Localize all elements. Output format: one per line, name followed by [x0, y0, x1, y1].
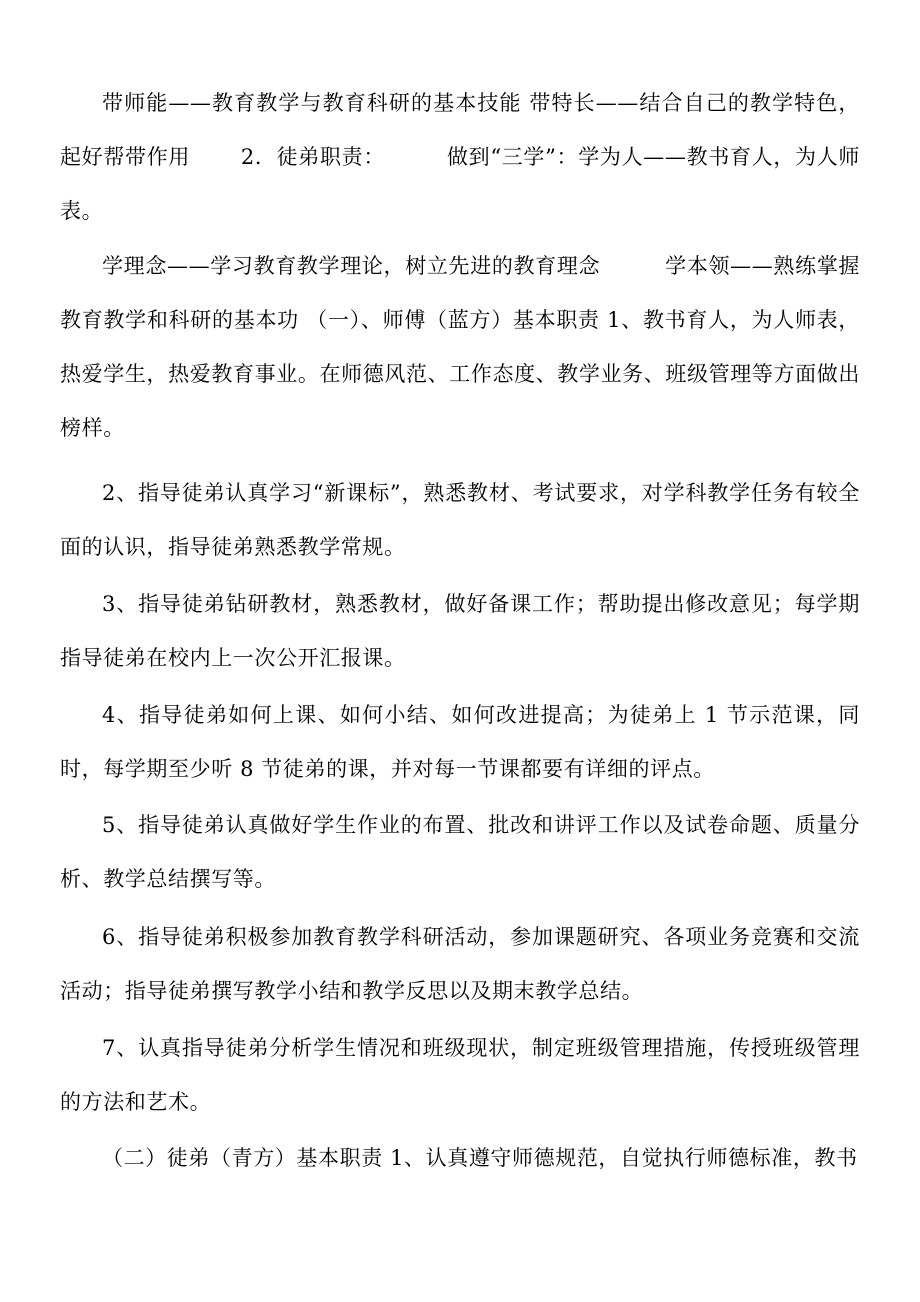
- paragraph-item-2: 2、指导徒弟认真学习“新课标”，熟悉教材、考试要求，对学科教学任务有较全面的认识，指导徒弟熟悉教学常规。: [60, 481, 860, 559]
- paragraph-item-5: 5、指导徒弟认真做好学生作业的布置、批改和讲评工作以及试卷命题、质量分析、教学总结撰写等。: [60, 813, 860, 891]
- paragraph-learning-principles: 学理念——学习教育教学理论，树立先进的教育理念 学本领——熟练掌握教育教学和科研的基本功 （一）、师傅（蓝方）基本职责 1、教书育人，为人师表，热爱学生，热爱教育事业。在师德风范、工作态度、教学业务、班级管理等方面做出榜样。: [60, 254, 860, 440]
- paragraph-apprentice-duties: （二）徒弟（青方）基本职责 1、认真遵守师德规范，自觉执行师德标准，教书: [102, 1146, 858, 1170]
- paragraph-item-4: 4、指导徒弟如何上课、如何小结、如何改进提高；为徒弟上 1 节示范课，同时，每学期至少听 8 节徒弟的课，并对每一节课都要有详细的评点。: [60, 703, 860, 781]
- paragraph-item-7: 7、认真指导徒弟分析学生情况和班级现状，制定班级管理措施，传授班级管理的方法和艺术。: [60, 1036, 860, 1114]
- paragraph-item-6: 6、指导徒弟积极参加教育教学科研活动，参加课题研究、各项业务竞赛和交流活动；指导徒弟撰写教学小结和教学反思以及期末教学总结。: [60, 925, 860, 1003]
- paragraph-item-3: 3、指导徒弟钻研教材，熟悉教材，做好备课工作；帮助提出修改意见；每学期指导徒弟在校内上一次公开汇报课。: [60, 592, 860, 670]
- paragraph-mentor-skills: 带师能——教育教学与教育科研的基本技能 带特长——结合自己的教学特色，起好帮带作用 2．徒弟职责： 做到“三学”：学为人——教书育人，为人师表。: [60, 91, 860, 223]
